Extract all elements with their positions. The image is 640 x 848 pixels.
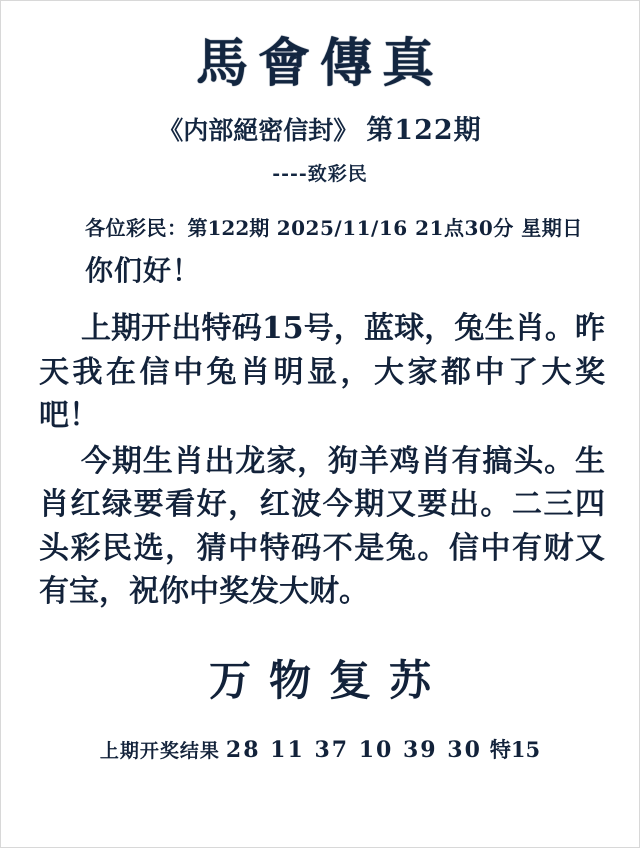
subtitle-line [1, 108, 639, 147]
greeting-hello: 你们好！ [85, 254, 202, 288]
page-title: 馬會傳真 [195, 33, 444, 94]
greeting-date: 2025/11/16 [276, 216, 408, 241]
previous-draw-results [1, 734, 639, 764]
greeting-weekday: 星期日 [521, 216, 583, 241]
body-text [1, 307, 639, 614]
paragraph-current-tips: 今期生肖出龙家，狗羊鸡肖有搞头。生肖红绿要看好，红波今期又要出。二三四头彩民选，猜中特码不是兔。信中有财又有宝，祝你中奖发大财。 [39, 443, 605, 610]
secret-envelope-label: 《内部絕密信封》 [158, 116, 359, 146]
greeting-issue: 第122期 [187, 216, 270, 241]
results-numbers: 28 11 37 10 39 30 [225, 736, 482, 763]
greeting-prefix: 各位彩民： [85, 216, 188, 241]
greeting-line [1, 212, 639, 241]
slogan: 万物复苏 [208, 655, 449, 705]
greeting-time: 21点30分 [415, 216, 514, 241]
paragraph-previous-result: 上期开出特码15号，蓝球，兔生肖。昨天我在信中兔肖明显，大家都中了大奖吧！ [39, 311, 605, 434]
results-special-number: 特15 [489, 736, 541, 762]
results-label: 上期开奖结果 [99, 739, 220, 762]
issue-number: 第122期 [366, 115, 482, 147]
dedication-line: ----致彩民 [272, 163, 368, 186]
